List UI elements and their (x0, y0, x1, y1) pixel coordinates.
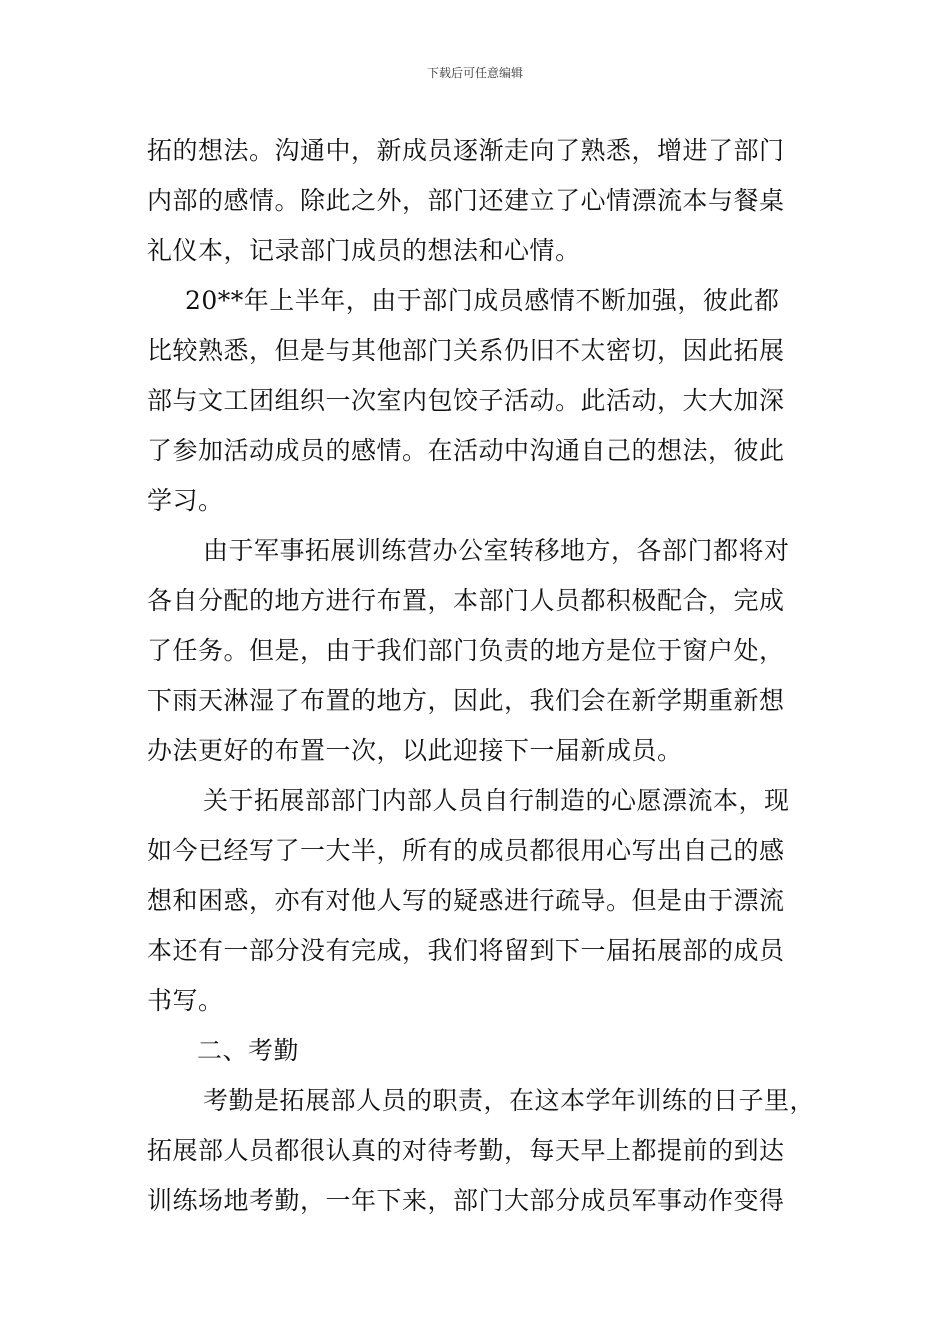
text-line: 拓展部人员都很认真的对待考勤，每天早上都提前的到达 (147, 1136, 785, 1165)
text-line: 学习。 (147, 486, 224, 515)
text-line: 办法更好的布置一次，以此迎接下一届新成员。 (147, 736, 683, 765)
text-line: 下雨天淋湿了布置的地方，因此，我们会在新学期重新想 (147, 686, 785, 715)
text-line: 了参加活动成员的感情。在活动中沟通自己的想法，彼此 (147, 436, 785, 465)
text-line: 内部的感情。除此之外，部门还建立了心情漂流本与餐桌 (147, 186, 785, 215)
text-line: 训练场地考勤，一年下来，部门大部分成员军事动作变得 (147, 1186, 785, 1215)
text-line: 拓的想法。沟通中，新成员逐渐走向了熟悉，增进了部门 (147, 136, 785, 165)
text-line: 书写。 (147, 986, 224, 1015)
paragraph-first-line: 考勤是拓展部人员的职责，在这本学年训练的日子里， (203, 1086, 816, 1115)
text-line: 如今已经写了一大半，所有的成员都很用心写出自己的感 (147, 836, 785, 865)
paragraph-first-line: 20**年上半年，由于部门成员感情不断加强，彼此都 (185, 286, 780, 315)
paragraph-first-line: 关于拓展部部门内部人员自行制造的心愿漂流本，现 (203, 786, 790, 815)
text-line: 比较熟悉，但是与其他部门关系仍旧不太密切，因此拓展 (147, 336, 785, 365)
text-line: 想和困惑，亦有对他人写的疑惑进行疏导。但是由于漂流 (147, 886, 785, 915)
text-line: 部与文工团组织一次室内包饺子活动。此活动，大大加深 (147, 386, 785, 415)
paragraph-first-line: 由于军事拓展训练营办公室转移地方，各部门都将对 (203, 536, 790, 565)
document-body (147, 126, 816, 1226)
text-line: 了任务。但是，由于我们部门负责的地方是位于窗户处， (147, 636, 785, 665)
text-line: 各自分配的地方进行布置，本部门人员都积极配合，完成 (147, 586, 785, 615)
text-line: 礼仪本，记录部门成员的想法和心情。 (147, 236, 581, 265)
section-heading: 二、考勤 (197, 1036, 300, 1065)
page-header: 下载后可任意编辑 (426, 66, 523, 80)
text-line: 本还有一部分没有完成，我们将留到下一届拓展部的成员 (147, 936, 785, 965)
